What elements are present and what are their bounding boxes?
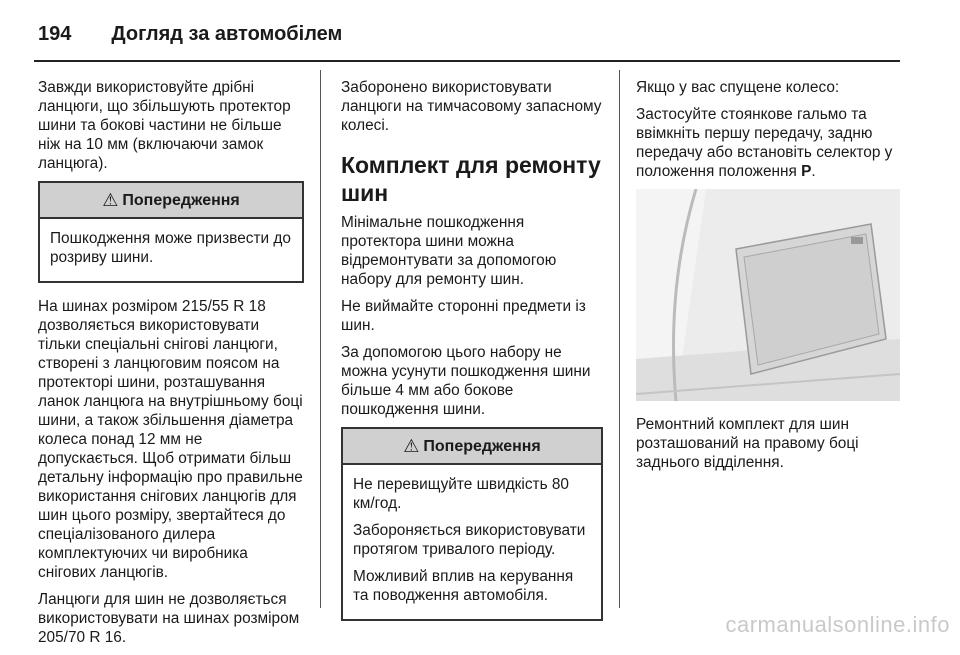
paragraph: Не виймайте сторонні предмети із шин. bbox=[341, 298, 586, 334]
column-3 bbox=[636, 78, 902, 480]
warning-header bbox=[343, 429, 601, 465]
warning-box bbox=[38, 181, 304, 283]
paragraph: Якщо у вас спущене колесо: bbox=[636, 79, 840, 96]
photo-caption: Ремонтний комплект для шин розташований на правому боці заднього відділення. bbox=[636, 416, 859, 471]
warning-text: Не перевищуйте швидкість 80 км/год. bbox=[353, 476, 569, 512]
warning-heading: Попередження bbox=[122, 191, 240, 209]
warning-box bbox=[341, 427, 603, 621]
paragraph bbox=[636, 105, 902, 181]
page-header bbox=[38, 14, 342, 54]
watermark: carmanualsonline.info bbox=[725, 612, 950, 637]
paragraph-text: Застосуйте стоянкове гальмо та ввімкніть першу передачу, задню передачу або встановіть селектор у положення положення bbox=[636, 106, 893, 180]
column-1 bbox=[38, 78, 304, 655]
page-title: Догляд за автомобілем bbox=[111, 22, 343, 45]
column-2 bbox=[341, 78, 603, 635]
warning-text: Забороняється використовувати протягом тривалого періоду. bbox=[353, 522, 586, 558]
column-divider bbox=[619, 70, 620, 608]
warning-text: Можливий вплив на керування та поводження автомобіля. bbox=[353, 568, 574, 604]
paragraph: За допомогою цього набору не можна усунути пошкодження шини більше 4 мм або бокове пошкодження шини. bbox=[341, 344, 591, 418]
warning-triangle-icon: ⚠ bbox=[102, 189, 119, 210]
warning-header bbox=[40, 183, 302, 219]
paragraph-text: . bbox=[811, 163, 816, 180]
trunk-photo bbox=[636, 189, 900, 401]
warning-body bbox=[40, 219, 302, 281]
paragraph: Мінімальне пошкодження протектора шини можна відремонтувати за допомогою набору для ремонту шин. bbox=[341, 214, 557, 288]
page-number: 194 bbox=[38, 22, 72, 45]
paragraph: Заборонено використовувати ланцюги на тимчасовому запасному колесі. bbox=[341, 79, 602, 134]
column-divider bbox=[320, 70, 321, 608]
gear-position-label: P bbox=[801, 163, 812, 180]
warning-triangle-icon: ⚠ bbox=[403, 435, 420, 456]
header-rule bbox=[34, 60, 900, 62]
trunk-interior-illustration bbox=[636, 189, 900, 401]
paragraph: На шинах розміром 215/55 R 18 дозволяється використовувати тільки спеціальні снігові ланцюги, створені з ланцюговим поясом на протекторі шини, розташування ланок ланцюга на внутрішньому боці шини, а також збільшення діаметра колеса понад 12 мм не допускається. Щоб отримати більш детальну інформацію про правильне використання снігових ланцюгів для шин цього розміру, звертайтеся до спеціалізованого дилера комплектуючих чи виробника снігових ланцюгів. bbox=[38, 298, 303, 581]
warning-body bbox=[343, 465, 601, 619]
section-heading: Комплект для ремонту шин bbox=[341, 152, 601, 206]
paragraph: Ланцюги для шин не дозволяється використовувати на шинах розміром 205/70 R 16. bbox=[38, 591, 300, 646]
warning-heading: Попередження bbox=[423, 437, 541, 455]
paragraph: Завжди використовуйте дрібні ланцюги, що збільшують протектор шини та бокові частини не більше ніж на 10 мм (включаючи замок ланцюга). bbox=[38, 79, 291, 172]
warning-text: Пошкодження може призвести до розриву шини. bbox=[50, 230, 291, 266]
